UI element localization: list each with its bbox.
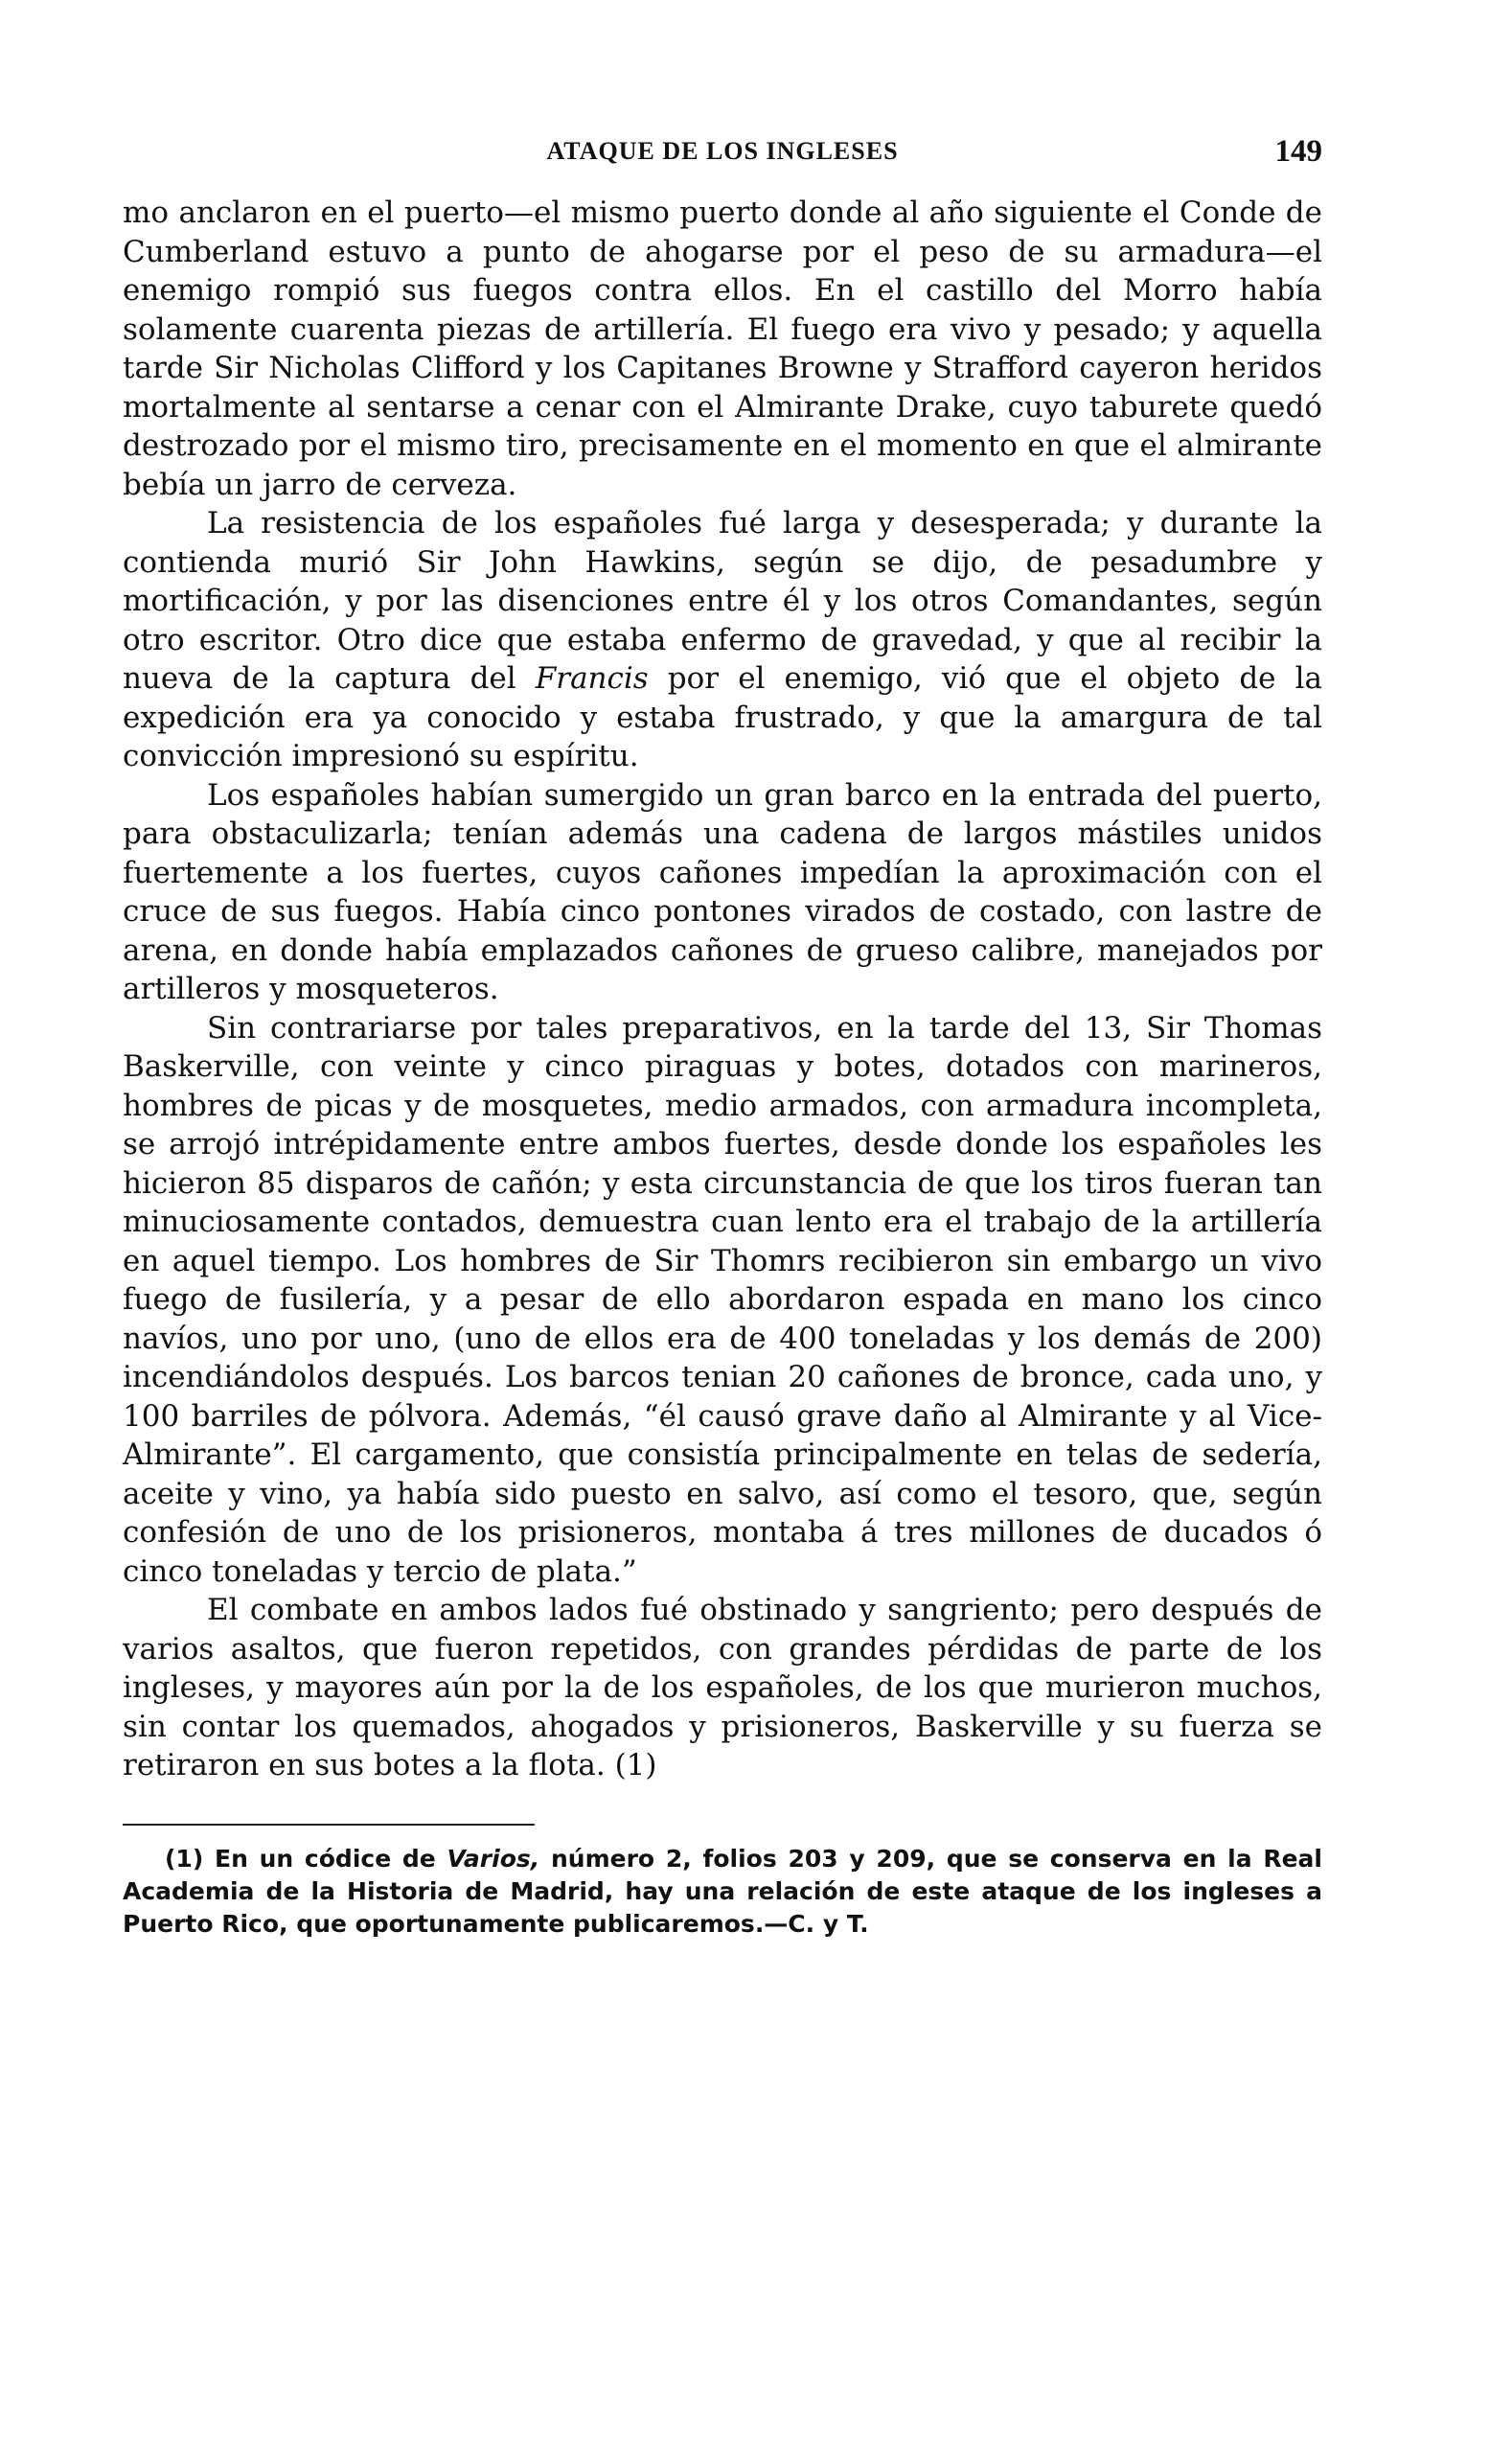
paragraph-1: mo anclaron en el puerto—el mismo puerto donde al año siguiente el Conde de Cumberland estuvo a punto de ahogarse por el peso de su armadura—el enemigo rompió sus fuegos contra ellos. En el castillo del Morro había solamente cuarenta piezas de artillería. El fuego era vivo y pesado; y aquella tarde Sir Nicholas Clifford y los Capitanes Browne y Strafford cayeron heridos mortalmente al sentarse a cenar con el Almirante Drake, cuyo taburete quedó destrozado por el mismo tiro, precisamente en el momento en que el almirante bebía un jarro de cerveza. (123, 195, 1322, 502)
running-title: ATAQUE DE LOS INGLESES (546, 137, 899, 165)
ship-name-francis: Francis (535, 661, 649, 696)
page-header (123, 123, 1322, 180)
paragraph-3: Los españoles habían sumergido un gran barco en la entrada del puerto, para obstaculizarla; tenían además una cadena de largos mástiles unidos fuertemente a los fuertes, cuyos cañones impedían la aproximación con el cruce de sus fuegos. Había cinco pontones virados de costado, con lastre de arena, en donde había emplazados cañones de grueso calibre, manejados por artilleros y mosqueteros. (123, 777, 1322, 1006)
page-number: 149 (1274, 134, 1322, 169)
paragraph-5: El combate en ambos lados fué obstinado y sangriento; pero después de varios asaltos, que fueron repetidos, con grandes pérdidas de parte de los ingleses, y mayores aún por la de los españoles, de los que murieron muchos, sin contar los quemados, ahogados y prisioneros, Baskerville y su fuerza se retiraron en sus botes a la flota. (1) (123, 1593, 1322, 1782)
footnote (123, 1843, 1322, 1941)
body-text (123, 194, 1322, 1785)
paragraph-2 (123, 504, 1322, 776)
paragraph-2-text-b: por el enemigo, vió que el objeto de la expedición era ya conocido y estaba frustrado, y que la amargura de tal convicción impresionó su espíritu. (123, 661, 1322, 773)
paragraph-4: Sin contrariarse por tales preparativos, en la tarde del 13, Sir Thomas Baskerville, con veinte y cinco piraguas y botes, dotados con marineros, hombres de picas y de mosquetes, medio armados, con armadura incompleta, se arrojó intrépidamente entre ambos fuertes, desde donde los españoles les hicieron 85 disparos de cañón; y esta circunstancia de que los tiros fueran tan minuciosamente contados, demuestra cuan lento era el trabajo de la artillería en aquel tiempo. Los hombres de Sir Thomrs recibieron sin embargo un vivo fuego de fusilería, y a pesar de ello abordaron espada en mano los cinco navíos, uno por uno, (uno de ellos era de 400 toneladas y los demás de 200) incendiándolos después. Los barcos tenian 20 cañones de bronce, cada uno, y 100 barriles de pólvora. Además, “él causó grave daño al Almirante y al Vice-Almirante”. El cargamento, que consistía principalmente en telas de sedería, aceite y vino, ya había sido puesto en salvo, así como el tesoro, que, según confesión de uno de los prisioneros, montaba á tres millones de ducados ó cinco toneladas y tercio de plata.” (123, 1010, 1322, 1589)
footnote-text-a: (1) En un códice de (165, 1844, 436, 1873)
footnote-divider (123, 1824, 535, 1826)
book-page (123, 123, 1322, 1941)
footnote-text-b: número 2, folios 203 y 209, que se conserva en la Real Academia de la Historia de Madrid, hay una relación de este ataque de los ingleses a Puerto Rico, que oportunamente publicaremos.—C. y T. (123, 1844, 1322, 1938)
paragraph-2-text-a: La resistencia de los españoles fué larga y desesperada; y durante la contienda murió Sir John Hawkins, según se dijo, de pesadumbre y mortificación, y por las disenciones entre él y los otros Comandantes, según otro escritor. Otro dice que estaba enfermo de gravedad, y que al recibir la nueva de la captura del (123, 506, 1322, 696)
footnote-title-varios: Varios, (447, 1844, 540, 1873)
